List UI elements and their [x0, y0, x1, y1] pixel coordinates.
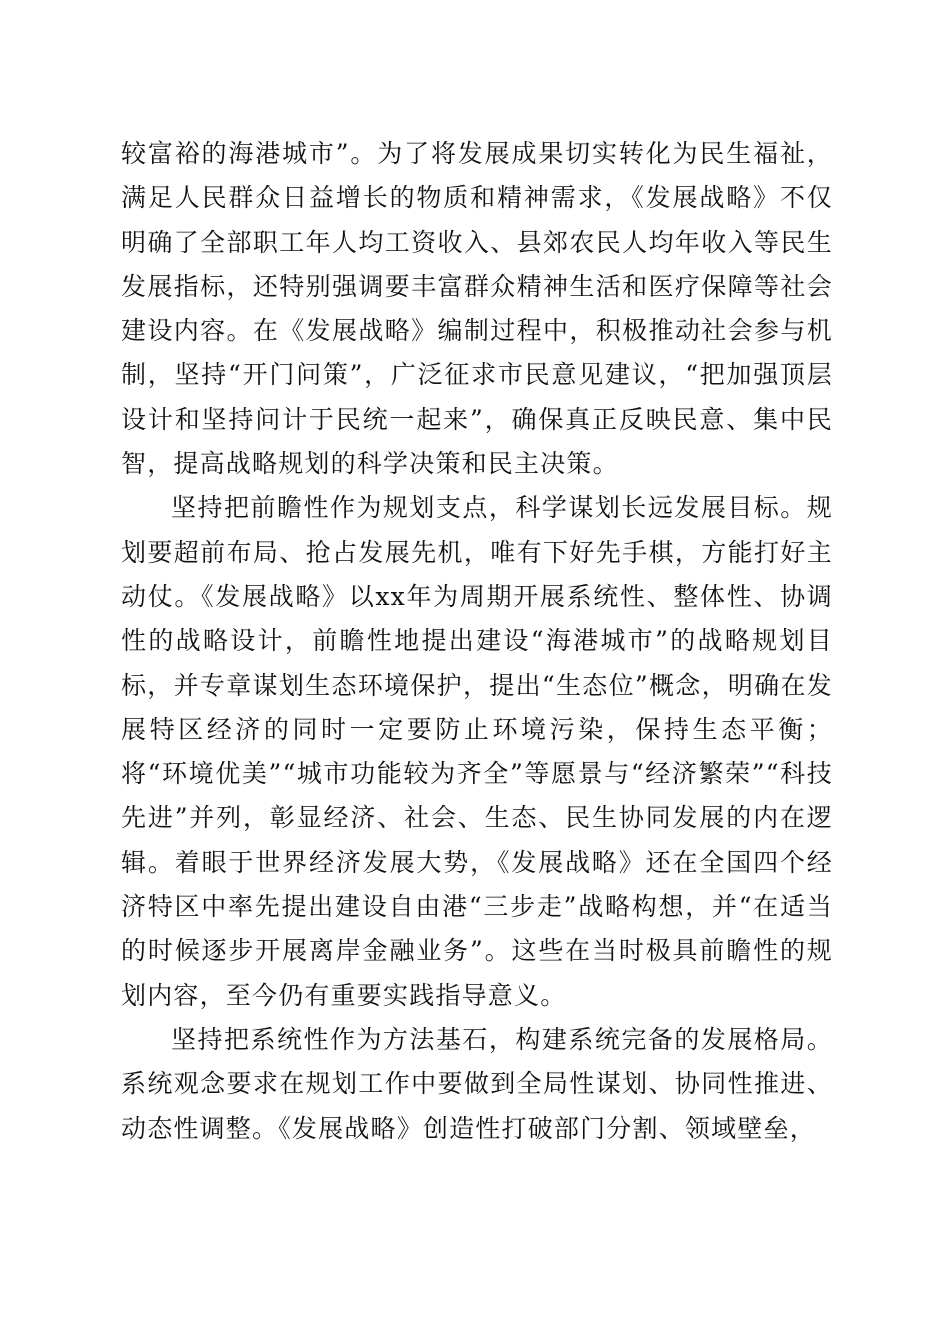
document-body [121, 132, 833, 1151]
paragraph-2: 坚持把前瞻性作为规划支点，科学谋划长远发展目标。规划要超前布局、抢占发展先机，唯有下好先手棋，方能打好主动仗。《发展战略》以xx年为周期开展系统性、整体性、协调性的战略设计，前瞻性地提出建设“海港城市”的战略规划目标，并专章谋划生态环境保护，提出“生态位”概念，明确在发展特区经济的同时一定要防止环境污染，保持生态平衡；将“环境优美”“城市功能较为齐全”等愿景与“经济繁荣”“科技先进”并列，彰显经济、社会、生态、民生协同发展的内在逻辑。着眼于世界经济发展大势，《发展战略》还在全国四个经济特区中率先提出建设自由港“三步走”战略构想，并“在适当的时候逐步开展离岸金融业务”。这些在当时极具前瞻性的规划内容，至今仍有重要实践指导意义。 [121, 493, 833, 1010]
paragraph-1: 较富裕的海港城市”。为了将发展成果切实转化为民生福祉，满足人民群众日益增长的物质和精神需求，《发展战略》不仅明确了全部职工年人均工资收入、县郊农民人均年收入等民生发展指标，还特别强调要丰富群众精神生活和医疗保障等社会建设内容。在《发展战略》编制过程中，积极推动社会参与机制，坚持“开门问策”，广泛征求市民意见建议，“把加强顶层设计和坚持问计于民统一起来”，确保真正反映民意、集中民智，提高战略规划的科学决策和民主决策。 [121, 139, 833, 479]
paragraph-3: 坚持把系统性作为方法基石，构建系统完备的发展格局。系统观念要求在规划工作中要做到全局性谋划、协同性推进、动态性调整。《发展战略》创造性打破部门分割、领域壁垒， [121, 1024, 833, 1143]
